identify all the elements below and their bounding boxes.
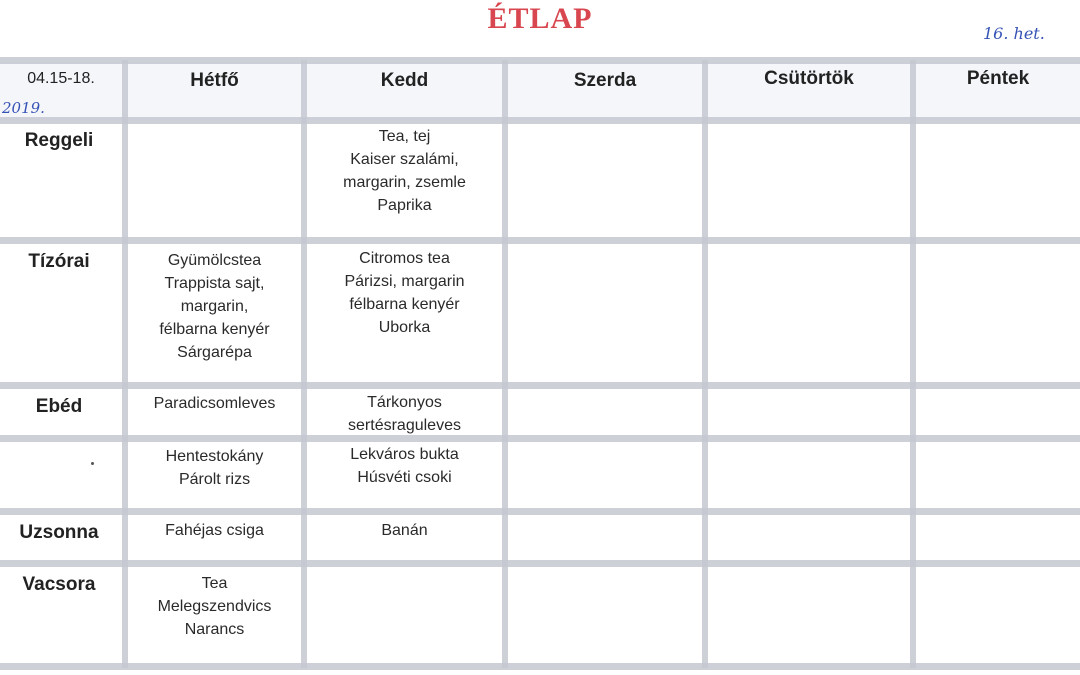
menu-cell-tuesday-ebed-fo: Lekváros bukta Húsvéti csoki — [350, 446, 459, 486]
day-header-thursday: Csütörtök — [764, 68, 854, 89]
day-header-friday: Péntek — [966, 68, 1030, 89]
menu-cell-tuesday-reggeli: Tea, tej Kaiser szalámi, margarin, zsemle Paprika — [343, 128, 466, 214]
column-divider — [910, 60, 916, 668]
menu-cell-monday-uzsonna: Fahéjas csiga — [165, 522, 264, 539]
date-range: 04.15-18. — [27, 70, 95, 87]
meal-label-uzsonna: Uzsonna — [19, 522, 99, 543]
meal-label-tizorai: Tízórai — [28, 251, 90, 272]
menu-cell-monday-ebed-fo: Hentestokány Párolt rizs — [165, 448, 264, 488]
row-divider — [0, 382, 1080, 389]
meal-label-vacsora: Vacsora — [22, 574, 96, 595]
day-header-tuesday: Kedd — [380, 70, 429, 91]
meal-label-ebed: Ebéd — [35, 396, 83, 417]
menu-cell-monday-tizorai: Gyümölcstea Trappista sajt, margarin, félbarna kenyér Sárgarépa — [159, 252, 270, 361]
day-header-wednesday: Szerda — [573, 70, 637, 91]
row-divider — [0, 663, 1080, 670]
row-divider — [0, 237, 1080, 244]
meal-label-reggeli: Reggeli — [24, 130, 94, 151]
week-handwritten-note: 16. het. — [983, 24, 1045, 43]
year-handwritten-note: 2019. — [2, 99, 45, 117]
row-divider — [0, 117, 1080, 124]
column-divider — [502, 60, 508, 668]
menu-cell-tuesday-ebed-leves: Tárkonyos sertésraguleves — [348, 394, 461, 434]
stray-dot-mark — [91, 462, 94, 465]
menu-cell-monday-vacsora: Tea Melegszendvics Narancs — [157, 575, 272, 638]
menu-cell-tuesday-uzsonna: Banán — [381, 522, 428, 539]
menu-cell-monday-ebed-leves: Paradicsomleves — [153, 395, 276, 412]
row-divider — [0, 435, 1080, 442]
day-header-monday: Hétfő — [190, 70, 239, 91]
row-divider — [0, 560, 1080, 567]
row-divider — [0, 57, 1080, 64]
menu-cell-tuesday-tizorai: Citromos tea Párizsi, margarin félbarna kenyér Uborka — [344, 250, 465, 336]
column-divider — [702, 60, 708, 668]
row-divider — [0, 508, 1080, 515]
page-title: ÉTLAP — [487, 2, 593, 35]
